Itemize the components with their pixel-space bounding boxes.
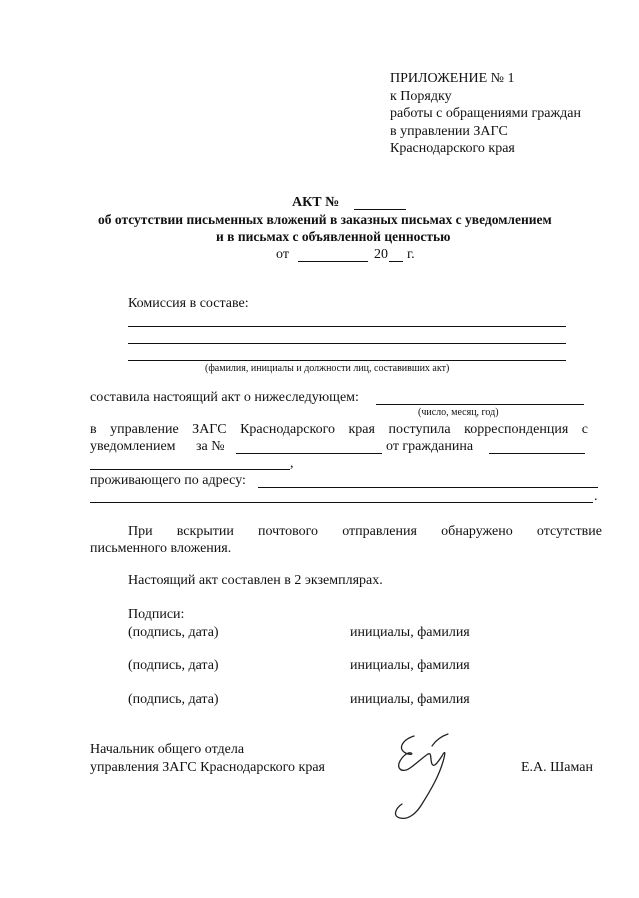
received-line-1 xyxy=(90,421,588,438)
signature-left: (подпись, дата) xyxy=(128,658,219,673)
act-subtitle-1: об отсутствии письменных вложений в заказных письмах с уведомлением xyxy=(98,212,552,227)
appendix-block xyxy=(390,70,581,158)
footer-position-2: управления ЗАГС Краснодарского края xyxy=(90,760,325,775)
handwritten-signature xyxy=(372,728,462,828)
copies-text: Настоящий акт составлен в 2 экземплярах. xyxy=(128,573,383,588)
commission-line xyxy=(128,360,566,361)
citizen-blank xyxy=(489,453,585,454)
commission-label: Комиссия в составе: xyxy=(128,296,249,311)
year-blank xyxy=(389,261,403,262)
signature-right: инициалы, фамилия xyxy=(350,692,470,707)
address-blank-2 xyxy=(90,502,593,503)
period: . xyxy=(594,489,598,504)
opening-text: При вскрытии почтового отправления обнаружено отсутствие xyxy=(128,524,602,539)
signature-right: инициалы, фамилия xyxy=(350,658,470,673)
footer-name: Е.А. Шаман xyxy=(521,760,593,775)
received-prefix: уведомлением xyxy=(90,439,176,454)
commission-caption: (фамилия, инициалы и должности лиц, составивших акт) xyxy=(205,363,450,374)
appendix-line: в управлении ЗАГС xyxy=(390,123,508,139)
received-za: за № xyxy=(196,439,225,454)
signature-right: инициалы, фамилия xyxy=(350,625,470,640)
opening-line-2: письменного вложения. xyxy=(90,541,232,556)
act-number-blank xyxy=(354,209,406,210)
number-blank xyxy=(236,453,382,454)
address-label: проживающего по адресу: xyxy=(90,473,246,488)
signature-left: (подпись, дата) xyxy=(128,625,219,640)
commission-line xyxy=(128,343,566,344)
made-act-blank xyxy=(376,404,584,405)
citizen-name-blank xyxy=(90,469,290,470)
signature-left: (подпись, дата) xyxy=(128,692,219,707)
appendix-title: ПРИЛОЖЕНИЕ № 1 xyxy=(390,71,515,86)
act-subtitle-2: и в письмах с объявленной ценностью xyxy=(216,229,451,244)
opening-line-1 xyxy=(128,523,602,540)
appendix-line: Краснодарского края xyxy=(390,141,515,156)
date-year: 20 xyxy=(374,247,388,262)
date-suffix: г. xyxy=(407,247,415,262)
commission-line xyxy=(128,326,566,327)
address-blank xyxy=(258,487,598,488)
act-title xyxy=(292,194,339,211)
appendix-line: к Порядку xyxy=(390,88,452,104)
appendix-line: работы с обращениями граждан xyxy=(390,106,581,121)
received-from: от гражданина xyxy=(386,439,474,454)
footer-position-1: Начальник общего отдела xyxy=(90,742,245,757)
date-caption: (число, месяц, год) xyxy=(418,407,499,418)
received-text: в управление ЗАГС Краснодарского края поступила корреспонденция с xyxy=(90,422,588,437)
date-prefix: от xyxy=(276,247,289,262)
act-title-text: АКТ № xyxy=(292,195,340,210)
signatures-label: Подписи: xyxy=(128,607,185,622)
date-blank xyxy=(298,261,368,262)
comma: , xyxy=(290,456,294,471)
made-act-text: составила настоящий акт о нижеследующем: xyxy=(90,390,359,405)
